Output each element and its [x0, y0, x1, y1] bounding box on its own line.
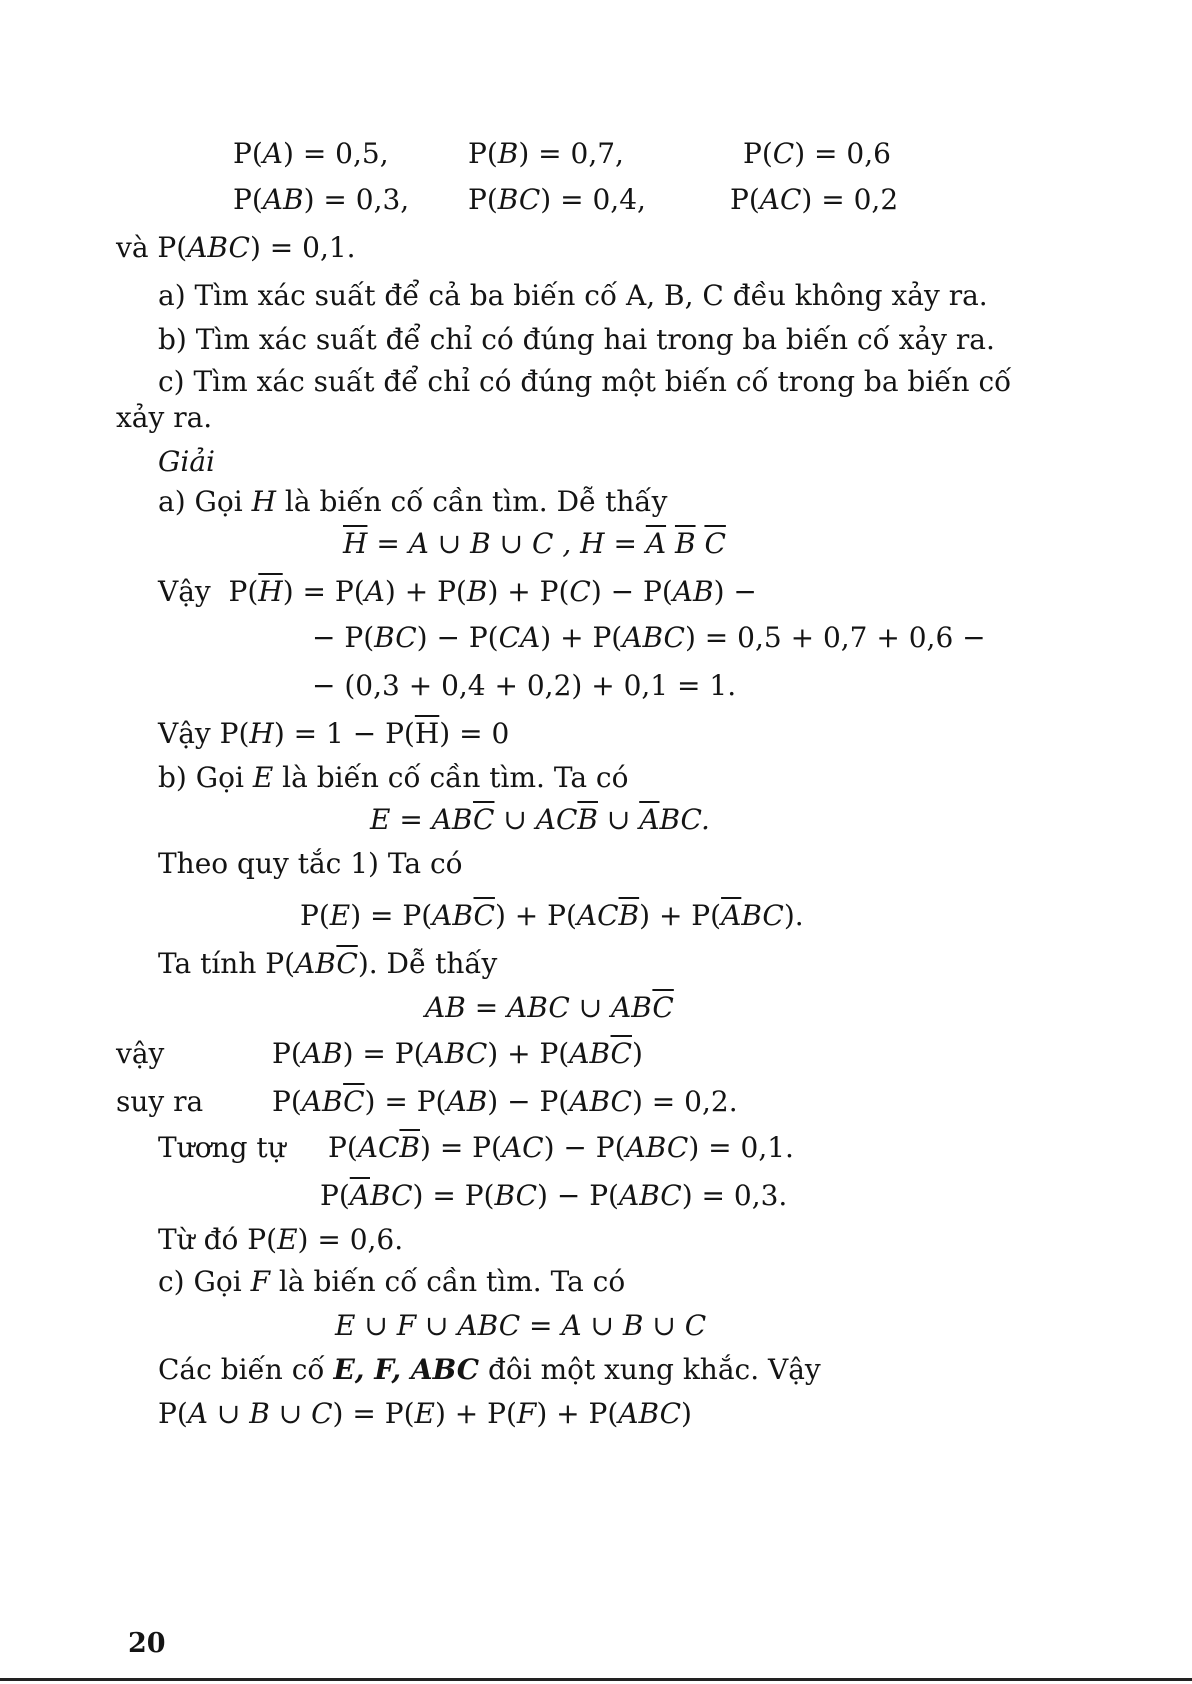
solution-a-sum3: − (0,3 + 0,4 + 0,2) + 0,1 = 1.: [312, 669, 737, 702]
solution-c-sum: P(A ∪ B ∪ C) = P(E) + P(F) + P(ABC): [158, 1397, 692, 1430]
solution-b-suyra-eq: $P(AB\overline{C}) = P(AB) - P(ABC) = 0,2$.: [272, 1085, 738, 1118]
solution-b-intro: b) Gọi E là biến cố cần tìm. Ta có: [158, 761, 629, 794]
prob-p-bc: P(BC) = 0,4,: [468, 183, 646, 216]
solution-b-tuongtu-eq1: $P(AC\overline{B}) = P(AC) - P(ABC) = 0,1$.: [328, 1131, 794, 1164]
bottom-rule: [0, 1678, 1192, 1681]
solution-a-intro: a) Gọi H là biến cố cần tìm. Dễ thấy: [158, 485, 668, 518]
solution-c-intro: c) Gọi F là biến cố cần tìm. Ta có: [158, 1265, 626, 1298]
solution-b-union: AB = ABC ∪ $AB\overline{C}$: [425, 991, 674, 1024]
solution-b-tuongtu-label: Tương tự: [158, 1131, 286, 1164]
question-a: a) Tìm xác suất để cả ba biến cố A, B, C đều không xảy ra.: [158, 279, 988, 312]
solution-b-vay-label: vậy: [116, 1037, 165, 1070]
solution-a-result: Vậy $P(H) = 1 - P(\overline{H}) = 0$: [158, 717, 510, 750]
solution-a-sum1: Vậy $P(\overline{H}) = P(A) + P(B) + P(C) - P(AB)$ −: [158, 575, 757, 608]
solution-b-suyra-label: suy ra: [116, 1085, 204, 1118]
page-number: 20: [128, 1628, 166, 1659]
prob-p-b: P(B) = 0,7,: [468, 137, 624, 170]
question-b: b) Tìm xác suất để chỉ có đúng hai trong ba biến cố xảy ra.: [158, 323, 995, 356]
prob-p-ac: P(AC) = 0,2: [730, 183, 899, 216]
solution-b-compute: Ta tính $P(AB\overline{C})$. Dễ thấy: [158, 947, 498, 980]
question-c-line1: c) Tìm xác suất để chỉ có đúng một biến cố trong ba biến cố: [158, 365, 1012, 398]
prob-p-abc: và P(ABC) = 0,1.: [116, 231, 356, 264]
solution-b-rule: Theo quy tắc 1) Ta có: [158, 847, 463, 880]
question-c-line2: xảy ra.: [116, 401, 213, 434]
solution-b-vay-eq: $P(AB) = P(ABC) + P(AB\overline{C})$: [272, 1037, 643, 1070]
solution-b-sum: $P(E) = P(AB\overline{C}) + P(AC\overline{B}) + P(\overline{A}BC)$.: [300, 899, 804, 932]
prob-p-c: P(C) = 0,6: [743, 137, 891, 170]
solution-a-sum2: − P(BC) − P(CA) + P(ABC) = 0,5 + 0,7 + 0,6 −: [312, 621, 986, 654]
solution-b-result: Từ đó P(E) = 0,6.: [158, 1223, 404, 1256]
prob-p-a: P(A) = 0,5,: [233, 137, 389, 170]
solution-heading: Giải: [158, 445, 215, 478]
solution-b-formula: $E = AB\overline{C}$ ∪ $AC\overline{B}$ ∪ $\overline{A}BC$.: [370, 803, 710, 836]
solution-b-tuongtu-eq2: $P(\overline{A}BC) = P(BC) - P(ABC) = 0,3$.: [320, 1179, 788, 1212]
solution-c-formula: E ∪ F ∪ ABC = A ∪ B ∪ C: [335, 1309, 707, 1342]
prob-p-ab: P(AB) = 0,3,: [233, 183, 410, 216]
solution-c-disjoint: Các biến cố E, F, ABC đôi một xung khắc. Vậy: [158, 1353, 821, 1386]
solution-a-formula: $\overline{H} = A$ ∪ B ∪ C , $H = \overline{A}$ $\overline{B}$ $\overline{C}$: [343, 527, 726, 560]
